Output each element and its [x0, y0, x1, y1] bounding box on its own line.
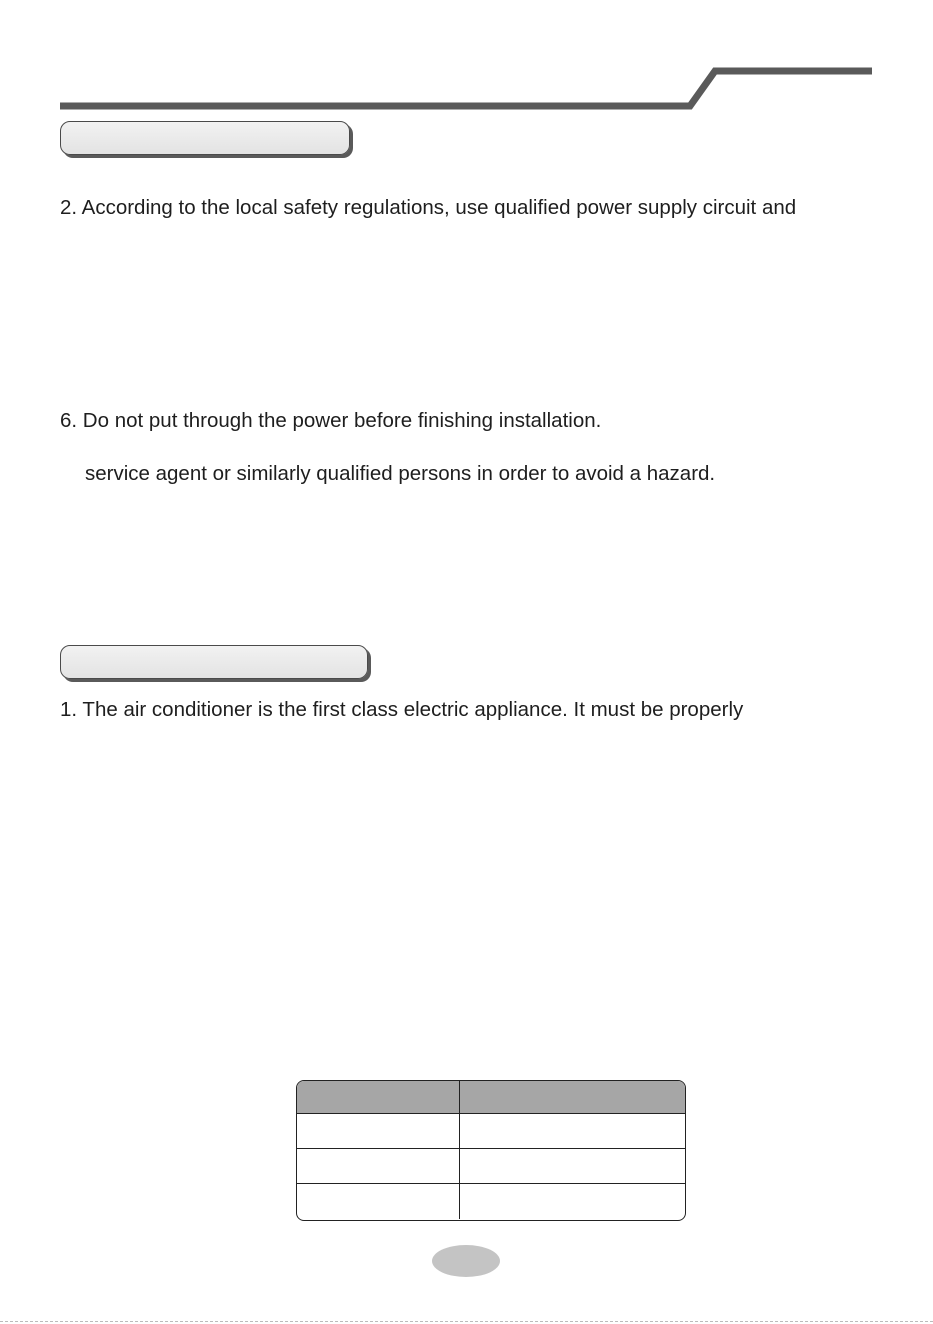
- section-tab-2: [60, 645, 368, 679]
- page-number-badge: [432, 1245, 500, 1277]
- bottom-dashed-rule: [0, 1321, 933, 1322]
- section-tab-1: [60, 121, 350, 155]
- table-cell: [460, 1184, 685, 1219]
- table-cell: [460, 1114, 685, 1148]
- table-cell: [297, 1114, 460, 1148]
- table-row: [297, 1149, 685, 1184]
- instruction-item-2: 2. According to the local safety regulations, use qualified power supply circuit and: [60, 196, 797, 219]
- table-cell: [460, 1149, 685, 1183]
- spec-table-header-left: [297, 1081, 460, 1113]
- spec-table-header-right: [460, 1081, 685, 1113]
- spec-table-header: [297, 1081, 685, 1114]
- instruction-service-agent: service agent or similarly qualified persons in order to avoid a hazard.: [85, 462, 716, 485]
- header-rule: [0, 0, 933, 120]
- table-cell: [297, 1149, 460, 1183]
- spec-table: [296, 1080, 686, 1221]
- table-cell: [297, 1184, 460, 1219]
- table-row: [297, 1114, 685, 1149]
- instruction-item-1: 1. The air conditioner is the first class electric appliance. It must be properly: [60, 698, 744, 721]
- table-row: [297, 1184, 685, 1219]
- instruction-item-6: 6. Do not put through the power before finishing installation.: [60, 409, 602, 432]
